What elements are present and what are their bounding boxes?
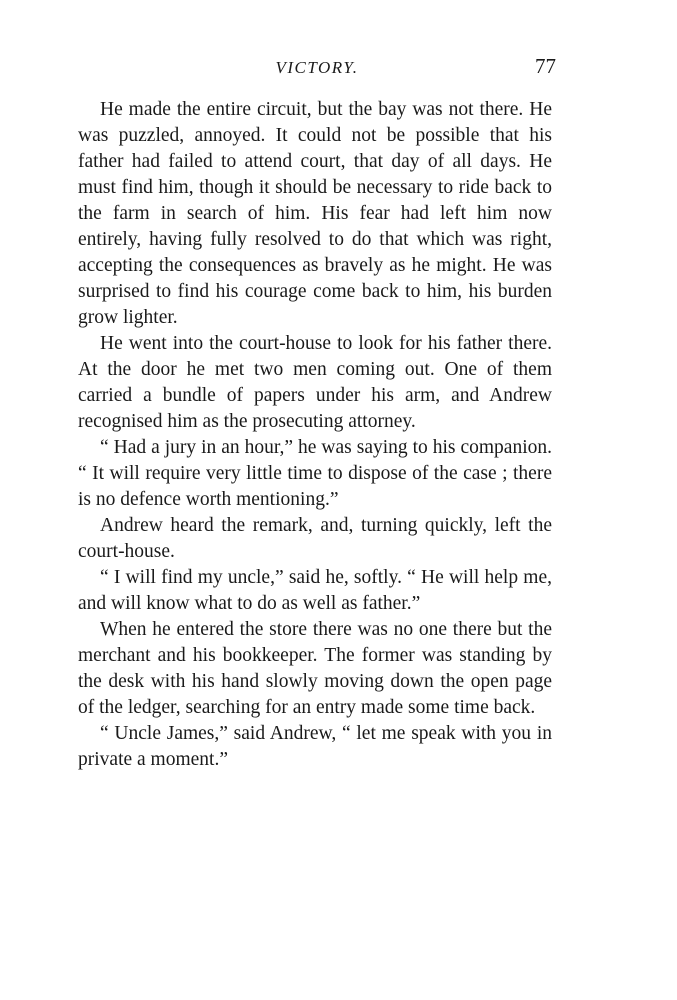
body-text <box>78 97 552 773</box>
running-title: VICTORY. <box>275 58 359 77</box>
paragraph-2: He went into the court-house to look for his father there. At the door he met two men coming out. One of them carried a bundle of papers under his arm, and Andrew recognised him as the prosecuting attorney. <box>78 333 552 432</box>
paragraph-5: “ I will find my uncle,” said he, softly. “ He will help me, and will know what to do as well as father.” <box>78 567 552 614</box>
running-head <box>78 54 556 86</box>
paragraph-6: When he entered the store there was no one there but the merchant and his bookkeeper. The former was standing by the desk with his hand slowly moving down the open page of the ledger, searching for an entry made some time back. <box>78 619 552 718</box>
paragraph-4: Andrew heard the remark, and, turning quickly, left the court-house. <box>78 515 552 562</box>
paragraph-3: “ Had a jury in an hour,” he was saying to his companion. “ It will require very little time to dispose of the case ; there is no defence worth mentioning.” <box>78 437 552 510</box>
page-number: 77 <box>535 54 556 78</box>
paragraph-7: “ Uncle James,” said Andrew, “ let me speak with you in private a moment.” <box>78 723 552 770</box>
paragraph-1: He made the entire circuit, but the bay was not there. He was puzzled, annoyed. It could not be possible that his father had failed to attend court, that day of all days. He must find him, though it should be necessary to ride back to the farm in search of him. His fear had left him now entirely, having fully resolved to do that which was right, accepting the consequences as bravely as he might. He was surprised to find his courage come back to him, his burden grow lighter. <box>78 99 552 328</box>
